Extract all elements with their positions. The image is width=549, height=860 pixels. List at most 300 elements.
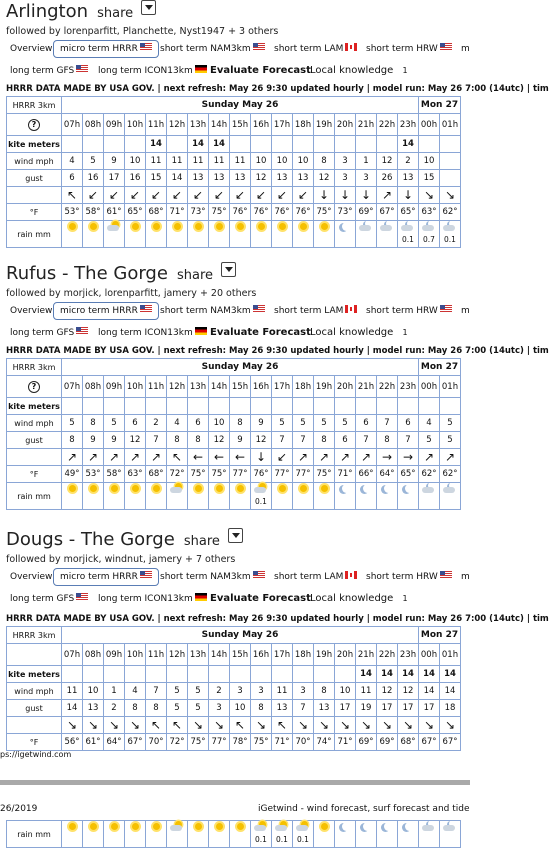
temp-value: 53° xyxy=(83,466,104,483)
micro-term-hrrr-tab[interactable]: micro term HRRR xyxy=(53,40,159,58)
weather-rain-cell xyxy=(83,221,104,248)
wind-direction-arrow-icon: ↓ xyxy=(314,187,335,204)
share-button[interactable]: share xyxy=(177,268,214,283)
wind-direction-arrow-icon: ↘ xyxy=(125,717,146,734)
night-cloudy-icon xyxy=(422,221,436,232)
wind-direction-arrow-icon: ↗ xyxy=(335,449,356,466)
wind-direction-arrow-icon: ↘ xyxy=(209,717,230,734)
weather-rain-cell xyxy=(356,483,377,510)
sun-icon xyxy=(195,823,202,830)
wind-direction-arrow-icon: ← xyxy=(188,449,209,466)
gust-value: 7 xyxy=(398,432,419,449)
wind-direction-arrow-icon: ↘ xyxy=(377,717,398,734)
weather-rain-cell xyxy=(293,821,314,848)
more-models-tab[interactable]: m xyxy=(461,572,470,582)
kite-value: 14 xyxy=(398,136,419,153)
wind-value: 11 xyxy=(146,153,167,170)
share-button[interactable]: share xyxy=(183,534,220,549)
short-term-hrw-tab[interactable]: short term HRW xyxy=(366,40,452,58)
wind-direction-arrow-icon: ↙ xyxy=(251,187,272,204)
kite-value xyxy=(146,666,167,683)
kite-value: 14 xyxy=(419,666,440,683)
temp-value: 73° xyxy=(335,204,356,221)
gust-value: 17 xyxy=(377,700,398,717)
short-term-hrw-tab[interactable]: short term HRW xyxy=(366,302,452,320)
wind-value: 7 xyxy=(377,415,398,432)
temp-value: 77° xyxy=(272,466,293,483)
weather-rain-cell xyxy=(104,483,125,510)
sun-icon xyxy=(237,223,244,230)
night-cloudy-icon xyxy=(422,821,436,832)
overview-tab[interactable]: Overview xyxy=(10,306,53,316)
temp-value: 76° xyxy=(230,204,251,221)
moon-icon xyxy=(384,484,393,493)
wind-value: 11 xyxy=(209,153,230,170)
continued-rain-table xyxy=(6,820,461,848)
us-flag-icon xyxy=(76,327,88,335)
weather-rain-cell xyxy=(251,821,272,848)
wind-value: 8 xyxy=(83,415,104,432)
forecast-table: HRRR 3km Sunday May 26 Mon 27 ? 07h 08h 09h 10h 11h 12h 13h 14h 15h 16h 17h 18h 19h 20h 21h 22h 23h 00h 01h kite meters 14 14 14 14 wind mph 4 5 9 10 11 11 11 11 11 10 10 10 8 3 1 12 2 10 gust 6 16 17 16 15 14 13 13 13 12 13 13 12 3 3 26 13 15 ↖ ↙ ↙ ↙ ↙ ↙ ↙ ↙ ↙ ↙ ↙ ↙ ↓ ↓ ↓ ↗ ↓ ↘ ↘ °F 53° 58° 61° 65° 68° 71° 73° 75° 76° 76° 76° 76° 75° 73° 69° 67° 65° 63° 62° rain mm 0.1 0.7 0.1 xyxy=(6,96,461,248)
gust-value: 16 xyxy=(125,170,146,187)
temp-value: 71° xyxy=(167,204,188,221)
kite-value xyxy=(230,398,251,415)
short-term-nam-tab[interactable]: short term NAM3km xyxy=(160,302,265,320)
wind-direction-arrow-icon: ↖ xyxy=(167,449,188,466)
wind-value: 12 xyxy=(398,683,419,700)
gust-value xyxy=(440,170,461,187)
gust-value: 13 xyxy=(293,170,314,187)
followers-text: followed by lorenparfitt, Planchette, Nyst1947 + 3 others xyxy=(6,26,279,37)
temp-value: 65° xyxy=(398,204,419,221)
weather-rain-cell xyxy=(272,221,293,248)
model-label: HRRR 3km xyxy=(7,97,62,114)
sun-icon xyxy=(153,823,160,830)
sun-icon xyxy=(69,823,76,830)
kite-value xyxy=(293,666,314,683)
sun-icon xyxy=(300,485,307,492)
moon-icon xyxy=(363,822,372,831)
us-flag-icon xyxy=(140,305,152,313)
kite-value xyxy=(146,398,167,415)
temp-value: 78° xyxy=(230,734,251,751)
wind-direction-arrow-icon: ↗ xyxy=(83,449,104,466)
wind-value: 14 xyxy=(440,683,461,700)
temp-value: 62° xyxy=(419,466,440,483)
weather-rain-cell xyxy=(104,821,125,848)
wind-value: 10 xyxy=(251,153,272,170)
rain-row-label: rain mm xyxy=(7,821,62,848)
wind-value: 7 xyxy=(146,683,167,700)
gust-value: 8 xyxy=(251,700,272,717)
wind-direction-arrow-icon: ↗ xyxy=(104,449,125,466)
wind-direction-arrow-icon: ↗ xyxy=(314,449,335,466)
gust-value: 3 xyxy=(209,700,230,717)
wind-value: 10 xyxy=(209,415,230,432)
us-flag-icon xyxy=(253,571,265,579)
temp-value: 76° xyxy=(293,204,314,221)
temp-value: 65° xyxy=(398,466,419,483)
more-models-tab[interactable]: m xyxy=(461,44,470,54)
kite-value xyxy=(314,136,335,153)
wind-value: 3 xyxy=(230,683,251,700)
temp-value: 75° xyxy=(188,734,209,751)
short-term-nam-tab[interactable]: short term NAM3km xyxy=(160,40,265,58)
gust-value: 18 xyxy=(440,700,461,717)
wind-direction-arrow-icon: ↗ xyxy=(293,449,314,466)
model-info-banner: HRRR DATA MADE BY USA GOV. | next refresh: May 26 9:30 updated hourly | model run: May 26 7:00 (14utc) | tim xyxy=(6,84,549,94)
gust-value: 5 xyxy=(419,432,440,449)
sun-icon xyxy=(237,823,244,830)
evaluate-forecast-link[interactable]: Evaluate Forecast xyxy=(210,65,311,76)
gust-value: 14 xyxy=(62,700,83,717)
local-knowledge-link[interactable]: Local knowledge 1 xyxy=(310,327,408,338)
kite-value xyxy=(251,136,272,153)
gust-value: 3 xyxy=(356,170,377,187)
print-date: 26/2019 xyxy=(0,804,38,814)
germany-flag-icon xyxy=(195,327,207,335)
temp-value: 53° xyxy=(62,204,83,221)
wind-direction-arrow-icon: ↗ xyxy=(62,449,83,466)
wind-direction-arrow-icon: ↓ xyxy=(251,449,272,466)
wind-direction-arrow-icon: ↗ xyxy=(377,187,398,204)
long-term-icon-tab[interactable]: long term ICON13km xyxy=(98,324,207,342)
spot-title-link[interactable]: Rufus - The Gorge xyxy=(6,263,168,284)
long-term-gfs-tab[interactable]: long term GFS xyxy=(10,62,88,80)
kite-value xyxy=(272,136,293,153)
wind-value: 8 xyxy=(314,153,335,170)
wind-value: 6 xyxy=(125,415,146,432)
wind-value: 5 xyxy=(440,415,461,432)
temp-value: 72° xyxy=(167,466,188,483)
weather-rain-cell xyxy=(230,483,251,510)
weather-rain-cell xyxy=(62,821,83,848)
gust-value: 8 xyxy=(146,700,167,717)
gust-value: 13 xyxy=(230,170,251,187)
kite-value xyxy=(419,136,440,153)
sun-icon xyxy=(321,823,328,830)
wind-value: 9 xyxy=(251,415,272,432)
temp-value: 75° xyxy=(209,204,230,221)
temp-value: 76° xyxy=(251,204,272,221)
wind-direction-arrow-icon: ↙ xyxy=(272,449,293,466)
wind-direction-arrow-icon: ↓ xyxy=(335,187,356,204)
wind-value: 11 xyxy=(230,153,251,170)
wind-value: 4 xyxy=(167,415,188,432)
wind-direction-arrow-icon: ↙ xyxy=(146,187,167,204)
wind-direction-arrow-icon: ↗ xyxy=(125,449,146,466)
dir-row-label xyxy=(7,717,62,734)
wind-value: 5 xyxy=(314,415,335,432)
temp-value: 66° xyxy=(356,466,377,483)
wind-direction-arrow-icon: ↗ xyxy=(419,449,440,466)
local-knowledge-link[interactable]: Local knowledge 1 xyxy=(310,593,408,604)
kite-value xyxy=(230,666,251,683)
overview-tab[interactable]: Overview xyxy=(10,44,53,54)
short-term-lam-tab[interactable]: short term LAM xyxy=(274,40,357,58)
wind-value: 14 xyxy=(419,683,440,700)
sun-icon xyxy=(300,223,307,230)
evaluate-forecast-link[interactable]: Evaluate Forecast xyxy=(210,593,311,604)
temp-value: 77° xyxy=(293,466,314,483)
wind-value: 8 xyxy=(314,683,335,700)
temp-value: 64° xyxy=(104,734,125,751)
us-flag-icon xyxy=(440,571,452,579)
weather-rain-cell xyxy=(377,821,398,848)
wind-direction-arrow-icon: → xyxy=(377,449,398,466)
wind-direction-arrow-icon: ↘ xyxy=(104,717,125,734)
wind-direction-arrow-icon: ↙ xyxy=(104,187,125,204)
wind-value: 5 xyxy=(293,415,314,432)
kite-value xyxy=(62,398,83,415)
short-term-lam-tab[interactable]: short term LAM xyxy=(274,568,357,586)
kite-value xyxy=(209,398,230,415)
wind-value: 11 xyxy=(356,683,377,700)
sun-icon xyxy=(195,223,202,230)
kite-value xyxy=(188,398,209,415)
wind-value: 11 xyxy=(188,153,209,170)
wind-direction-arrow-icon: ← xyxy=(230,449,251,466)
gust-value: 7 xyxy=(293,432,314,449)
temp-row-label: °F xyxy=(7,734,62,751)
sun-icon xyxy=(90,223,97,230)
temp-row-label: °F xyxy=(7,204,62,221)
weather-rain-cell xyxy=(83,483,104,510)
night-cloudy-icon xyxy=(422,483,436,494)
wind-direction-arrow-icon: ↘ xyxy=(251,717,272,734)
kite-value xyxy=(188,666,209,683)
sun-icon xyxy=(111,485,118,492)
kite-value xyxy=(62,666,83,683)
kite-value xyxy=(251,398,272,415)
weather-rain-cell xyxy=(230,821,251,848)
micro-term-hrrr-tab[interactable]: micro term HRRR xyxy=(53,302,159,320)
weather-rain-cell xyxy=(356,221,377,248)
moon-icon xyxy=(405,822,414,831)
temp-value: 67° xyxy=(419,734,440,751)
temp-value: 68° xyxy=(146,204,167,221)
sun-icon xyxy=(111,823,118,830)
kite-row-label: kite meters xyxy=(7,666,62,683)
wind-direction-arrow-icon: ↘ xyxy=(188,717,209,734)
wind-value: 5 xyxy=(104,415,125,432)
gust-value: 5 xyxy=(188,700,209,717)
weather-rain-cell xyxy=(293,221,314,248)
wind-value: 5 xyxy=(167,683,188,700)
wind-direction-arrow-icon: ↓ xyxy=(356,187,377,204)
spot-menu-dropdown[interactable] xyxy=(141,0,156,15)
temp-value: 71° xyxy=(335,734,356,751)
wind-value: 6 xyxy=(188,415,209,432)
gust-value: 2 xyxy=(104,700,125,717)
temp-value: 73° xyxy=(188,204,209,221)
weather-rain-cell xyxy=(125,483,146,510)
short-term-hrw-tab[interactable]: short term HRW xyxy=(366,568,452,586)
gust-value: 6 xyxy=(335,432,356,449)
gust-value: 13 xyxy=(209,170,230,187)
kite-value xyxy=(356,398,377,415)
temp-value: 67° xyxy=(125,734,146,751)
night-cloudy-icon xyxy=(359,221,373,232)
temp-row-label: °F xyxy=(7,466,62,483)
kite-value xyxy=(314,398,335,415)
moon-icon xyxy=(405,484,414,493)
weather-rain-cell xyxy=(146,221,167,248)
weather-rain-cell xyxy=(188,483,209,510)
sun-icon xyxy=(90,823,97,830)
gust-value: 17 xyxy=(335,700,356,717)
night-cloudy-icon xyxy=(443,221,457,232)
wind-value: 3 xyxy=(335,153,356,170)
temp-value: 76° xyxy=(272,204,293,221)
gust-value: 7 xyxy=(272,432,293,449)
kite-value: 14 xyxy=(356,666,377,683)
weather-rain-cell xyxy=(167,483,188,510)
more-models-tab[interactable]: m xyxy=(461,306,470,316)
overview-tab[interactable]: Overview xyxy=(10,572,53,582)
partly-cloudy-icon xyxy=(254,821,268,832)
temp-value: 74° xyxy=(314,734,335,751)
wind-direction-arrow-icon: ↖ xyxy=(62,187,83,204)
temp-value: 58° xyxy=(104,466,125,483)
sun-icon xyxy=(237,485,244,492)
night-cloudy-icon xyxy=(443,821,457,832)
sun-icon xyxy=(132,823,139,830)
short-term-nam-tab[interactable]: short term NAM3km xyxy=(160,568,265,586)
temp-value: 69° xyxy=(377,734,398,751)
us-flag-icon xyxy=(440,305,452,313)
temp-value: 64° xyxy=(377,466,398,483)
gust-value: 13 xyxy=(314,700,335,717)
wind-direction-arrow-icon: ← xyxy=(209,449,230,466)
day-header: Mon 27 xyxy=(419,97,461,114)
temp-value: 70° xyxy=(146,734,167,751)
gust-value: 9 xyxy=(83,432,104,449)
sun-icon xyxy=(321,223,328,230)
share-button[interactable]: share xyxy=(97,6,134,21)
temp-value: 63° xyxy=(125,466,146,483)
weather-rain-cell xyxy=(314,221,335,248)
wind-direction-arrow-icon: → xyxy=(398,449,419,466)
rain-row-label: rain mm xyxy=(7,221,62,248)
wind-direction-arrow-icon: ↖ xyxy=(146,717,167,734)
kite-value xyxy=(104,398,125,415)
canada-flag-icon xyxy=(345,305,357,313)
help-icon[interactable]: ? xyxy=(7,114,62,136)
sun-icon xyxy=(174,223,181,230)
gust-value: 12 xyxy=(125,432,146,449)
moon-icon xyxy=(342,484,351,493)
wind-value: 5 xyxy=(188,683,209,700)
temp-value: 68° xyxy=(146,466,167,483)
us-flag-icon xyxy=(76,593,88,601)
gust-value: 12 xyxy=(209,432,230,449)
gust-value: 15 xyxy=(146,170,167,187)
temp-value: 77° xyxy=(209,734,230,751)
spot-title-link[interactable]: Dougs - The Gorge xyxy=(6,529,175,550)
weather-rain-cell xyxy=(230,221,251,248)
sun-icon xyxy=(132,223,139,230)
spot-header xyxy=(6,262,236,288)
kite-value xyxy=(398,398,419,415)
sun-icon xyxy=(216,223,223,230)
kite-value xyxy=(167,136,188,153)
sun-icon xyxy=(216,485,223,492)
kite-value xyxy=(251,666,272,683)
short-term-lam-tab[interactable]: short term LAM xyxy=(274,302,357,320)
weather-rain-cell xyxy=(125,821,146,848)
kite-value xyxy=(293,398,314,415)
sun-icon xyxy=(321,485,328,492)
canada-flag-icon xyxy=(345,571,357,579)
spot-title-link[interactable]: Arlington xyxy=(6,1,89,22)
kite-value xyxy=(419,398,440,415)
weather-rain-cell xyxy=(293,483,314,510)
kite-value xyxy=(335,136,356,153)
temp-value: 75° xyxy=(314,204,335,221)
kite-value xyxy=(104,136,125,153)
kite-value xyxy=(167,666,188,683)
temp-value: 77° xyxy=(230,466,251,483)
long-term-gfs-tab[interactable]: long term GFS xyxy=(10,590,88,608)
weather-rain-cell xyxy=(167,821,188,848)
day-header: Sunday May 26 xyxy=(62,97,419,114)
gust-value: 13 xyxy=(272,700,293,717)
temp-value: 69° xyxy=(356,734,377,751)
weather-rain-cell xyxy=(188,821,209,848)
weather-rain-cell xyxy=(272,821,293,848)
weather-rain-cell xyxy=(377,483,398,510)
gust-value: 7 xyxy=(356,432,377,449)
forecast-table: HRRR 3km Sunday May 26 Mon 27 ? 07h 08h 09h 10h 11h 12h 13h 14h 15h 16h 17h 18h 19h 20h 21h 22h 23h 00h 01h kite meters wind mph 5 8 5 6 2 4 6 10 8 9 5 5 5 5 6 7 6 4 5 gust 8 9 9 12 7 8 8 12 9 12 7 7 8 6 7 8 7 5 5 ↗ ↗ ↗ ↗ ↗ ↖ ← ← ← ↓ ↙ ↗ ↗ ↗ ↗ → → ↗ ↗ °F 49° 53° 58° 63° 68° 72° 75° 75° 77° 76° 77° 77° 75° 71° 66° 64° 65° 62° 62° rain mm 0.1 xyxy=(6,358,461,510)
rain-value: 0.1 xyxy=(255,835,267,844)
gust-row-label: gust xyxy=(7,700,62,717)
wind-direction-arrow-icon: ↘ xyxy=(440,187,461,204)
sun-icon xyxy=(279,485,286,492)
wind-value: 12 xyxy=(377,153,398,170)
kite-value xyxy=(125,136,146,153)
long-term-gfs-tab[interactable]: long term GFS xyxy=(10,324,88,342)
wind-value: 9 xyxy=(104,153,125,170)
long-term-icon-tab[interactable]: long term ICON13km xyxy=(98,62,207,80)
temp-value: 71° xyxy=(272,734,293,751)
evaluate-forecast-link[interactable]: Evaluate Forecast xyxy=(210,327,311,338)
weather-rain-cell xyxy=(440,221,461,248)
partly-cloudy-icon xyxy=(296,821,310,832)
gust-value: 8 xyxy=(62,432,83,449)
local-knowledge-link[interactable]: Local knowledge 1 xyxy=(310,65,408,76)
us-flag-icon xyxy=(253,305,265,313)
long-term-icon-tab[interactable]: long term ICON13km xyxy=(98,590,207,608)
kite-value xyxy=(209,666,230,683)
kite-value: 14 xyxy=(209,136,230,153)
kite-value xyxy=(440,398,461,415)
spot-menu-dropdown[interactable] xyxy=(228,528,243,543)
moon-icon xyxy=(384,822,393,831)
wind-direction-arrow-icon: ↙ xyxy=(272,187,293,204)
gust-value: 3 xyxy=(335,170,356,187)
kite-value xyxy=(377,398,398,415)
print-title: iGetwind - wind forecast, surf forecast and tide xyxy=(258,804,470,814)
day-header: Mon 27 xyxy=(419,627,461,644)
spot-menu-dropdown[interactable] xyxy=(221,262,236,277)
weather-rain-cell xyxy=(419,483,440,510)
help-icon[interactable]: ? xyxy=(7,376,62,398)
temp-value: 70° xyxy=(293,734,314,751)
micro-term-hrrr-tab[interactable]: micro term HRRR xyxy=(53,568,159,586)
spot-header xyxy=(6,0,156,26)
gust-value: 12 xyxy=(251,170,272,187)
